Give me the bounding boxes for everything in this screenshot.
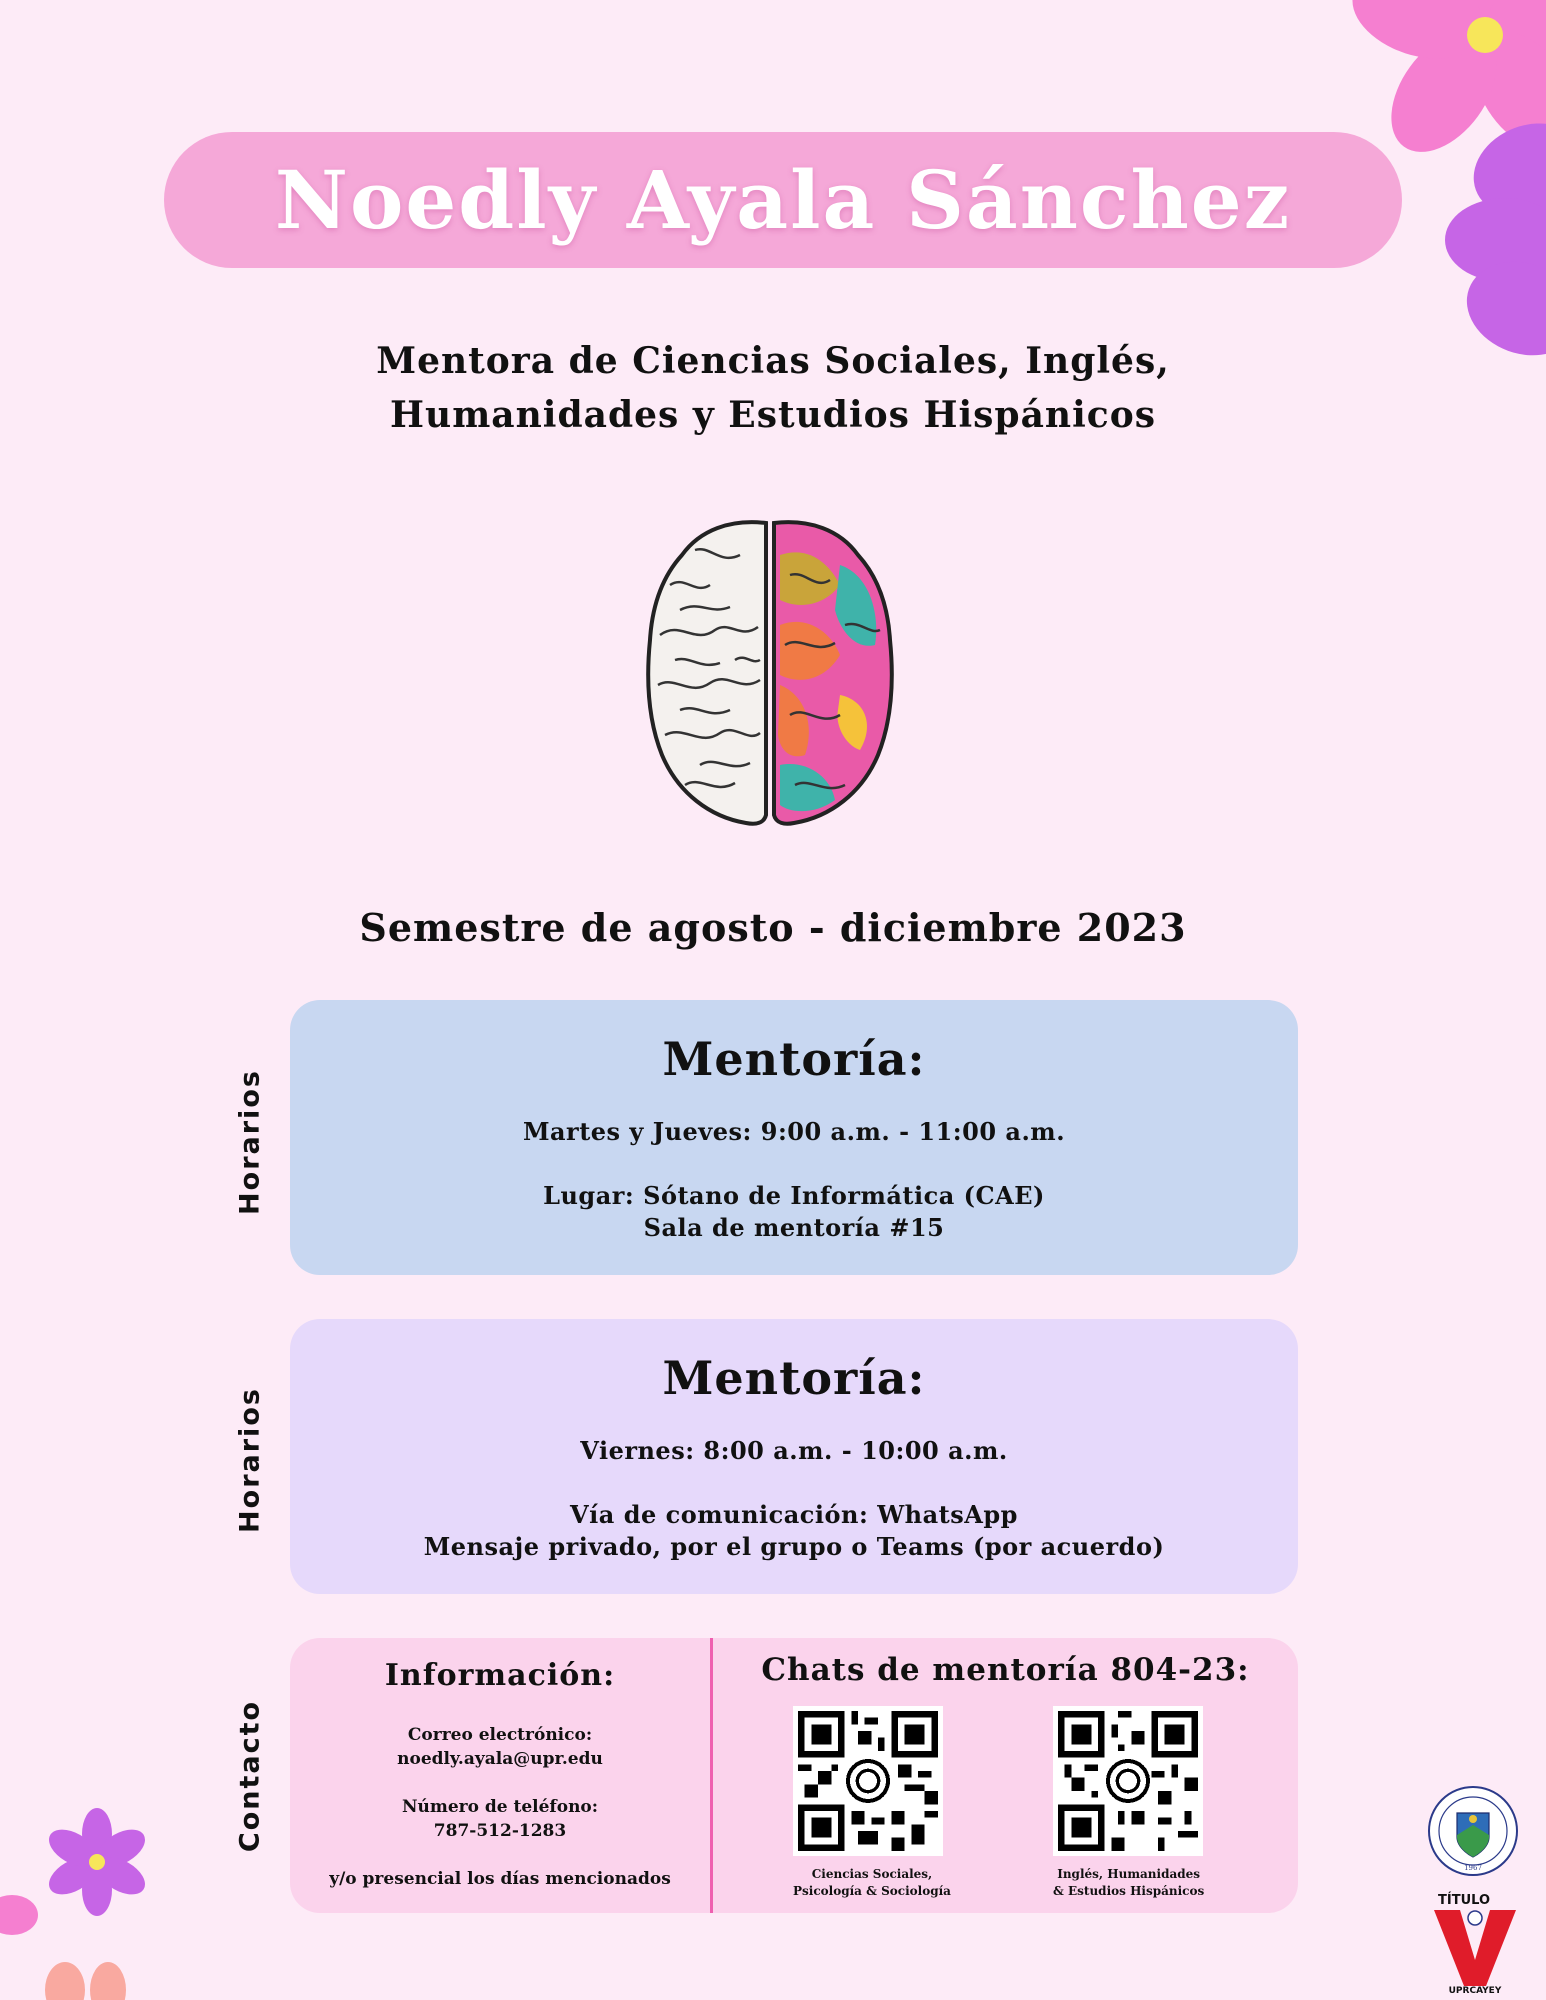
uprcayey-text: UPRCAYEY (1448, 1986, 1502, 1995)
qr-caption-line-2: Psicología & Sociología (793, 1884, 951, 1898)
mentor-name: Noedly Ayala Sánchez (274, 153, 1292, 247)
qr-caption-line-1: Inglés, Humanidades (1057, 1867, 1201, 1881)
contact-info-column (290, 1638, 710, 1891)
schedule-time: Viernes: 8:00 a.m. - 10:00 a.m. (580, 1436, 1008, 1465)
card-title: Mentoría: (662, 1351, 926, 1405)
email-label: Correo electrónico: (407, 1725, 593, 1745)
qr-group-sociales (793, 1706, 951, 1900)
chats-column (713, 1638, 1298, 1913)
schedule-channel: Vía de comunicación: WhatsApp (570, 1500, 1018, 1529)
brain-illustration-icon (640, 515, 900, 830)
qr-caption-line-2: & Estudios Hispánicos (1053, 1884, 1205, 1898)
phone-value[interactable]: 787-512-1283 (433, 1821, 567, 1841)
university-seal-icon (1427, 1785, 1519, 1877)
phone-label: Número de teléfono: (401, 1797, 599, 1817)
side-label-horarios: Horarios (234, 1069, 266, 1215)
info-title: Información: (384, 1658, 616, 1693)
presential-note: y/o presencial los días mencionados (329, 1869, 671, 1889)
card-title: Mentoría: (662, 1032, 926, 1086)
schedule-card-in-person (290, 1000, 1298, 1275)
qr-code-icon[interactable] (793, 1706, 943, 1856)
schedule-time: Martes y Jueves: 9:00 a.m. - 11:00 a.m. (522, 1117, 1066, 1146)
schedule-card-virtual (290, 1319, 1298, 1594)
email-value[interactable]: noedly.ayala@upr.edu (397, 1749, 603, 1769)
qr-caption-line-1: Ciencias Sociales, (811, 1867, 933, 1881)
side-label-horarios: Horarios (234, 1387, 266, 1533)
subtitle-line-1: Mentora de Ciencias Sociales, Inglés, (376, 340, 1170, 382)
subtitle-line-2: Humanidades y Estudios Hispánicos (390, 394, 1156, 436)
schedule-place: Lugar: Sótano de Informática (CAE) (543, 1181, 1045, 1210)
flower-decoration-icon (0, 1790, 180, 2000)
qr-group-humanidades (1053, 1706, 1204, 1900)
seal-year: 1967 (1464, 1864, 1482, 1872)
schedule-room: Sala de mentoría #15 (643, 1213, 945, 1242)
chats-title: Chats de mentoría 804-23: (761, 1652, 1250, 1688)
titulo-text: TÍTULO (1438, 1893, 1490, 1908)
titulo-v-logo-icon (1430, 1890, 1520, 1995)
name-banner (164, 132, 1402, 268)
semester-heading: Semestre de agosto - diciembre 2023 (359, 905, 1187, 950)
schedule-channel-detail: Mensaje privado, por el grupo o Teams (por acuerdo) (423, 1532, 1165, 1561)
qr-code-icon[interactable] (1053, 1706, 1203, 1856)
contact-card (290, 1638, 1298, 1913)
side-label-contacto: Contacto (234, 1699, 266, 1853)
mentor-subtitle (280, 334, 1266, 442)
